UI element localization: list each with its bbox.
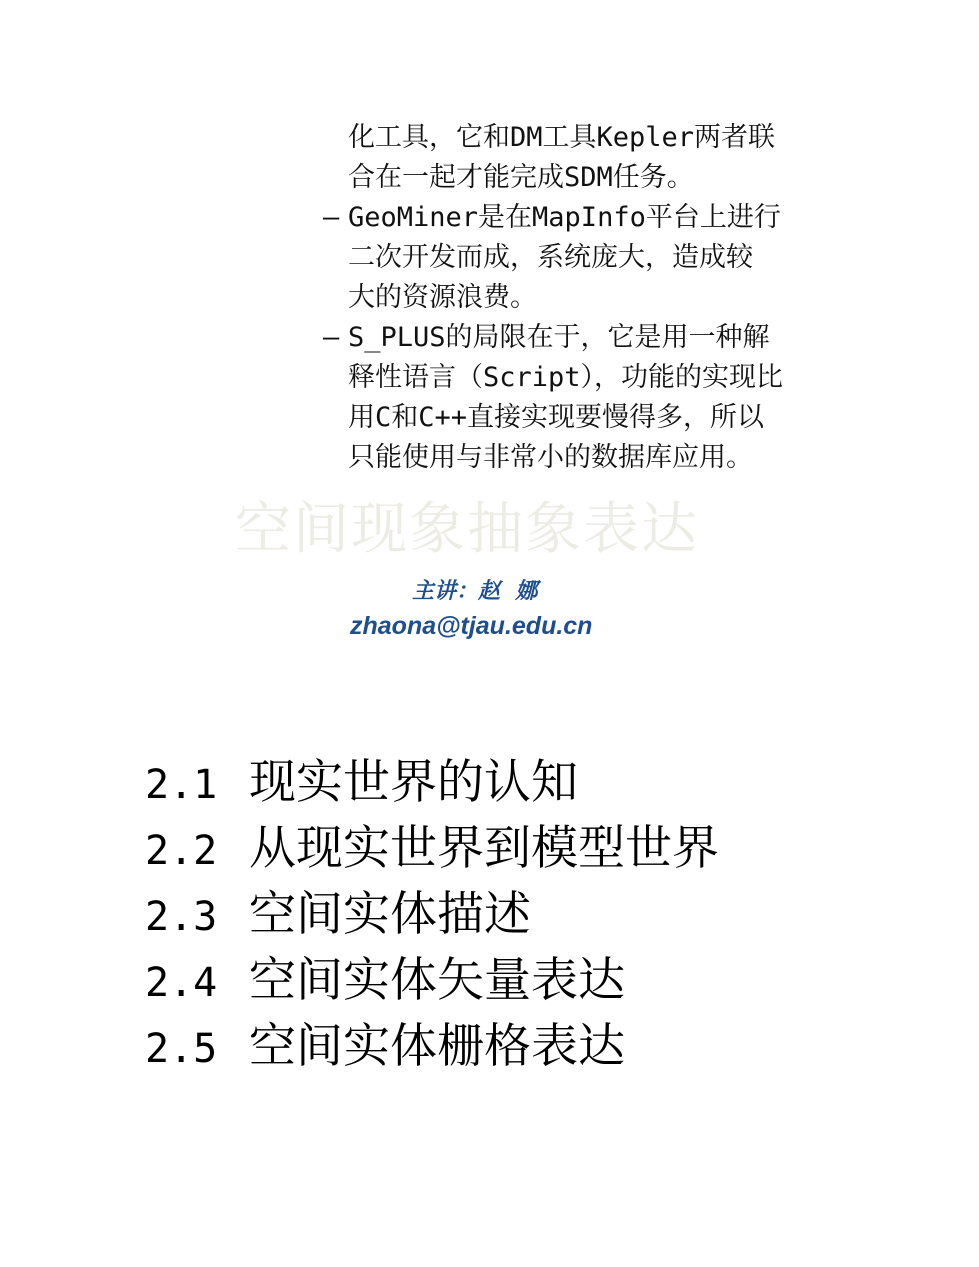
toc-item xyxy=(145,1014,845,1080)
toc-item-title: 空间实体描述 xyxy=(249,887,531,942)
dash-bullet: – xyxy=(323,322,340,353)
table-of-contents xyxy=(145,750,845,1080)
text-line xyxy=(323,118,843,158)
body-text-block xyxy=(323,118,843,478)
toc-item xyxy=(145,750,845,816)
toc-item-title: 空间实体栅格表达 xyxy=(249,1019,625,1074)
toc-item-number: 2.4 xyxy=(145,960,218,1006)
toc-item xyxy=(145,816,845,882)
toc-item-number: 2.5 xyxy=(145,1026,218,1072)
text-line-content: 释性语言（Script），功能的实现比 xyxy=(348,362,784,393)
text-line xyxy=(323,358,843,398)
text-line-content: S_PLUS的局限在于，它是用一种解 xyxy=(348,322,770,353)
text-line xyxy=(323,398,843,438)
toc-item-number: 2.2 xyxy=(145,828,218,874)
text-line-content: 化工具，它和DM工具Kepler两者联 xyxy=(348,122,776,153)
text-line-content: 只能使用与非常小的数据库应用。 xyxy=(348,442,753,473)
toc-item-title: 从现实世界到模型世界 xyxy=(249,821,719,876)
toc-item xyxy=(145,882,845,948)
lecturer-email: zhaona@tjau.edu.cn xyxy=(350,612,593,640)
text-line xyxy=(323,438,843,478)
text-line-content: GeoMiner是在MapInfo平台上进行 xyxy=(348,202,781,233)
text-line xyxy=(323,158,843,198)
lecturer-name: 主讲：赵 娜 xyxy=(412,578,538,604)
text-line-content: 大的资源浪费。 xyxy=(348,282,537,313)
text-line-content: 用C和C++直接实现要慢得多，所以 xyxy=(348,402,765,433)
dash-bullet: – xyxy=(323,202,340,233)
toc-item-number: 2.1 xyxy=(145,762,218,808)
toc-item-number: 2.3 xyxy=(145,894,218,940)
chapter-title-watermark: 空间现象抽象表达 xyxy=(235,497,699,562)
toc-item-title: 现实世界的认知 xyxy=(249,755,578,810)
text-line-content: 二次开发而成，系统庞大，造成较 xyxy=(348,242,753,273)
toc-item xyxy=(145,948,845,1014)
text-line xyxy=(323,278,843,318)
bullet-line xyxy=(323,318,843,358)
bullet-line xyxy=(323,198,843,238)
toc-item-title: 空间实体矢量表达 xyxy=(249,953,625,1008)
text-line-content: 合在一起才能完成SDM任务。 xyxy=(348,162,694,193)
text-line xyxy=(323,238,843,278)
